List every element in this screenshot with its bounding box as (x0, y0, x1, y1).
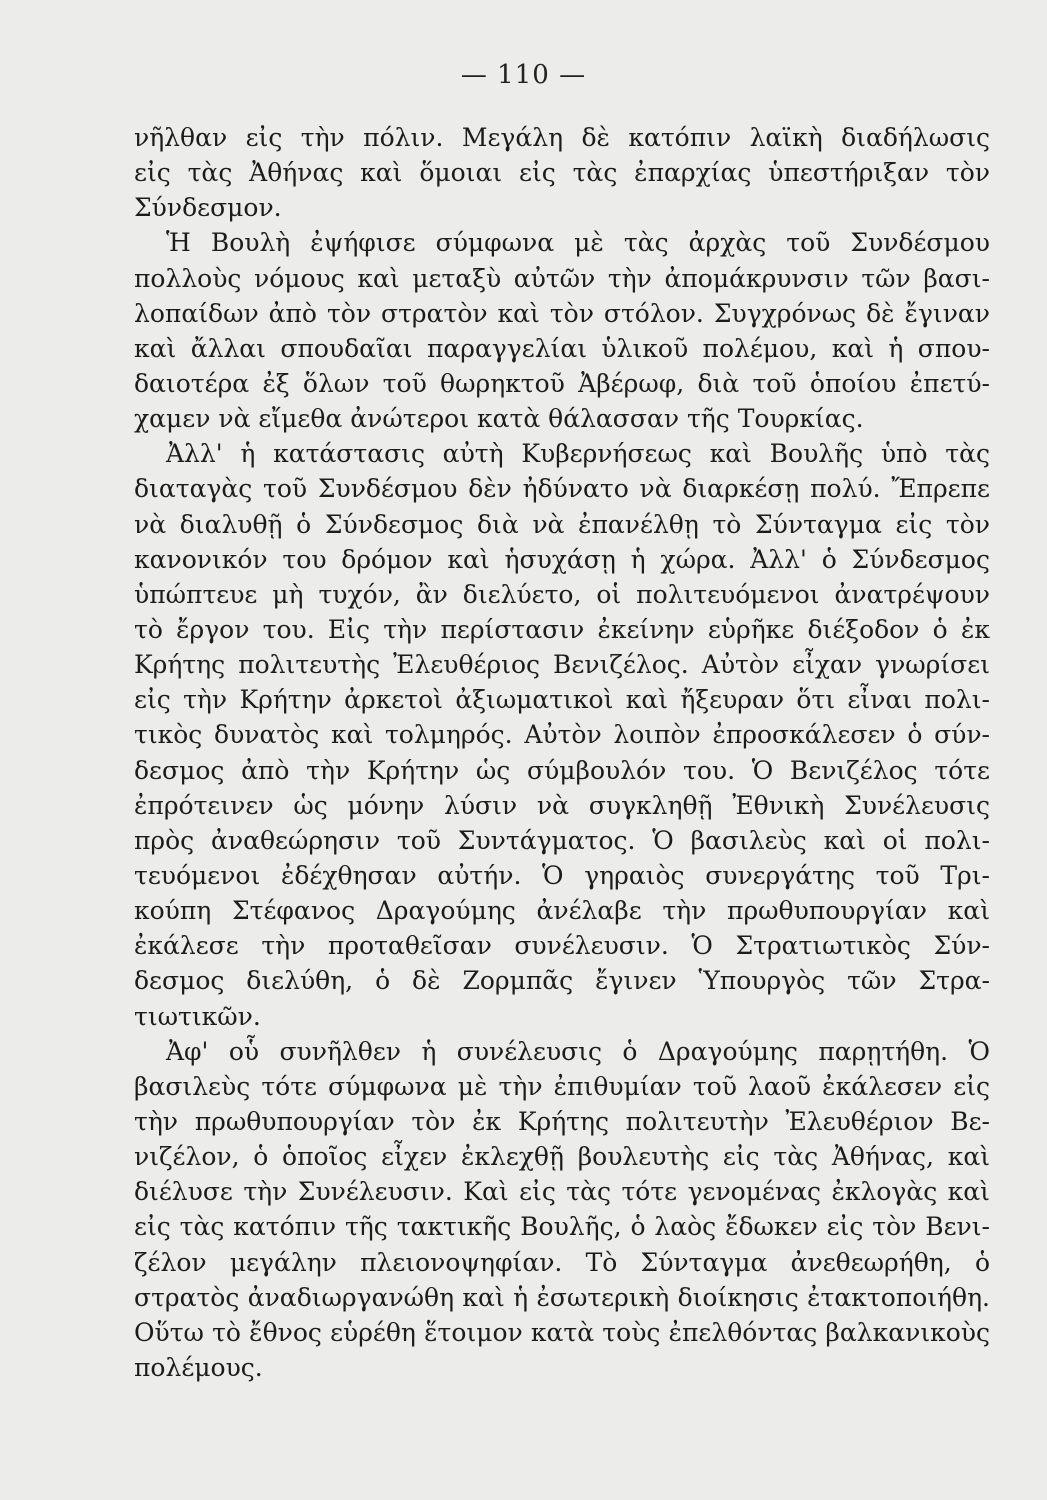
text-line: νῆλθαν εἰς τὴν πόλιν. Μεγάλη δὲ κατόπιν λαϊκὴ διαδήλωσις (134, 123, 990, 152)
text-line: διέλυσε τὴν Συνέλευσιν. Καὶ εἰς τὰς τότε γενομένας ἐκλογὰς καὶ (134, 1177, 990, 1207)
text-line: κούπη Στέφανος Δραγούμης ἀνέλαβε τὴν πρωθυπουργίαν καὶ (134, 896, 990, 926)
page-number: — 110 — (460, 60, 587, 90)
text-line: στρατὸς ἀναδιωργανώθη καὶ ἡ ἐσωτερικὴ διοίκησις ἐτακτοποιήθη. (134, 1282, 990, 1312)
text-line: ἐκάλεσε τὴν προταθεῖσαν συνέλευσιν. Ὁ Στρατιωτικὸς Σύν- (134, 931, 990, 961)
text-line: Οὕτω τὸ ἔθνος εὑρέθη ἕτοιμον κατὰ τοὺς ἐπελθόντας βαλκανικοὺς (134, 1317, 990, 1347)
text-line: τὴν πρωθυπουργίαν τὸν ἐκ Κρήτης πολιτευτὴν Ἐλευθέριον Βε- (134, 1106, 990, 1136)
text-line: ἐπρότεινεν ὡς μόνην λύσιν νὰ συγκληθῇ Ἐθνικὴ Συνέλευσις (134, 790, 990, 820)
text-line: Ἡ Βουλὴ ἐψήφισε σύμφωνα μὲ τὰς ἀρχὰς τοῦ Συνδέσμου (166, 228, 990, 258)
text-line: πολέμους. (134, 1352, 263, 1382)
text-line: δαιοτέρα ἐξ ὅλων τοῦ θωρηκτοῦ Ἀβέρωφ, διὰ τοῦ ὁποίου ἐπετύ- (134, 368, 990, 398)
text-line: νιζέλον, ὁ ὁποῖος εἶχεν ἐκλεχθῇ βουλευτὴς εἰς τὰς Ἀθήνας, καὶ (134, 1142, 990, 1172)
text-line: χαμεν νὰ εἴμεθα ἀνώτεροι κατὰ θάλασσαν τῆς Τουρκίας. (134, 404, 864, 434)
text-line: Σύνδεσμον. (134, 193, 282, 223)
text-line: πολλοὺς νόμους καὶ μεταξὺ αὐτῶν τὴν ἀπομάκρυνσιν τῶν βασι- (134, 263, 990, 293)
text-line: Ἀφ' οὗ συνῆλθεν ἡ συνέλευσις ὁ Δραγούμης παρῃτήθη. Ὁ (166, 1036, 990, 1066)
text-line: εἰς τὰς Ἀθήνας καὶ ὅμοιαι εἰς τὰς ἐπαρχίας ὑπεστήριξαν τὸν (134, 158, 990, 188)
text-line: εἰς τὴν Κρήτην ἀρκετοὶ ἀξιωματικοὶ καὶ ἤξευραν ὅτι εἶναι πολι- (134, 685, 990, 715)
text-line: Ἀλλ' ἡ κατάστασις αὐτὴ Κυβερνήσεως καὶ Βουλῆς ὑπὸ τὰς (166, 439, 990, 469)
text-line: Κρήτης πολιτευτὴς Ἐλευθέριος Βενιζέλος. Αὐτὸν εἶχαν γνωρίσει (134, 650, 990, 680)
text-line: ζέλον μεγάλην πλειονοψηφίαν. Τὸ Σύνταγμα ἀνεθεωρήθη, ὁ (134, 1247, 990, 1277)
text-line: δεσμος ἀπὸ τὴν Κρήτην ὡς σύμβουλόν του. Ὁ Βενιζέλος τότε (134, 755, 990, 785)
text-line: δεσμος διελύθη, ὁ δὲ Ζορμπᾶς ἔγινεν Ὑπουργὸς τῶν Στρα- (134, 966, 990, 996)
text-line: νὰ διαλυθῇ ὁ Σύνδεσμος διὰ νὰ ἐπανέλθῃ τὸ Σύνταγμα εἰς τὸν (134, 509, 990, 539)
text-line: κανονικόν του δρόμον καὶ ἡσυχάσῃ ἡ χώρα. Ἀλλ' ὁ Σύνδεσμος (134, 544, 990, 574)
text-line: διαταγὰς τοῦ Συνδέσμου δὲν ἠδύνατο νὰ διαρκέσῃ πολύ. Ἔπρεπε (134, 474, 990, 504)
text-line: εἰς τὰς κατόπιν τῆς τακτικῆς Βουλῆς, ὁ λαὸς ἔδωκεν εἰς τὸν Βενι- (134, 1212, 990, 1242)
text-line: τευόμενοι ἐδέχθησαν αὐτήν. Ὁ γηραιὸς συνεργάτης τοῦ Τρι- (134, 860, 990, 890)
text-line: βασιλεὺς τότε σύμφωνα μὲ τὴν ἐπιθυμίαν τοῦ λαοῦ ἐκάλεσεν εἰς (134, 1071, 990, 1101)
text-line: τικὸς δυνατὸς καὶ τολμηρός. Αὐτὸν λοιπὸν ἐπροσκάλεσεν ὁ σύν- (134, 720, 990, 750)
text-line: λοπαίδων ἀπὸ τὸν στρατὸν καὶ τὸν στόλον. Συγχρόνως δὲ ἔγιναν (134, 298, 990, 328)
text-line: ὑπώπτευε μὴ τυχόν, ἂν διελύετο, οἱ πολιτευόμενοι ἀνατρέψουν (134, 579, 990, 609)
text-line: πρὸς ἀναθεώρησιν τοῦ Συντάγματος. Ὁ βασιλεὺς καὶ οἱ πολι- (134, 825, 990, 855)
body-text (134, 120, 990, 1385)
text-line: καὶ ἄλλαι σπουδαῖαι παραγγελίαι ὑλικοῦ πολέμου, καὶ ἡ σπου- (134, 333, 990, 363)
text-line: τιωτικῶν. (134, 1001, 261, 1031)
text-line: τὸ ἔργον του. Εἰς τὴν περίστασιν ἐκείνην εὑρῆκε διέξοδον ὁ ἐκ (134, 614, 990, 644)
